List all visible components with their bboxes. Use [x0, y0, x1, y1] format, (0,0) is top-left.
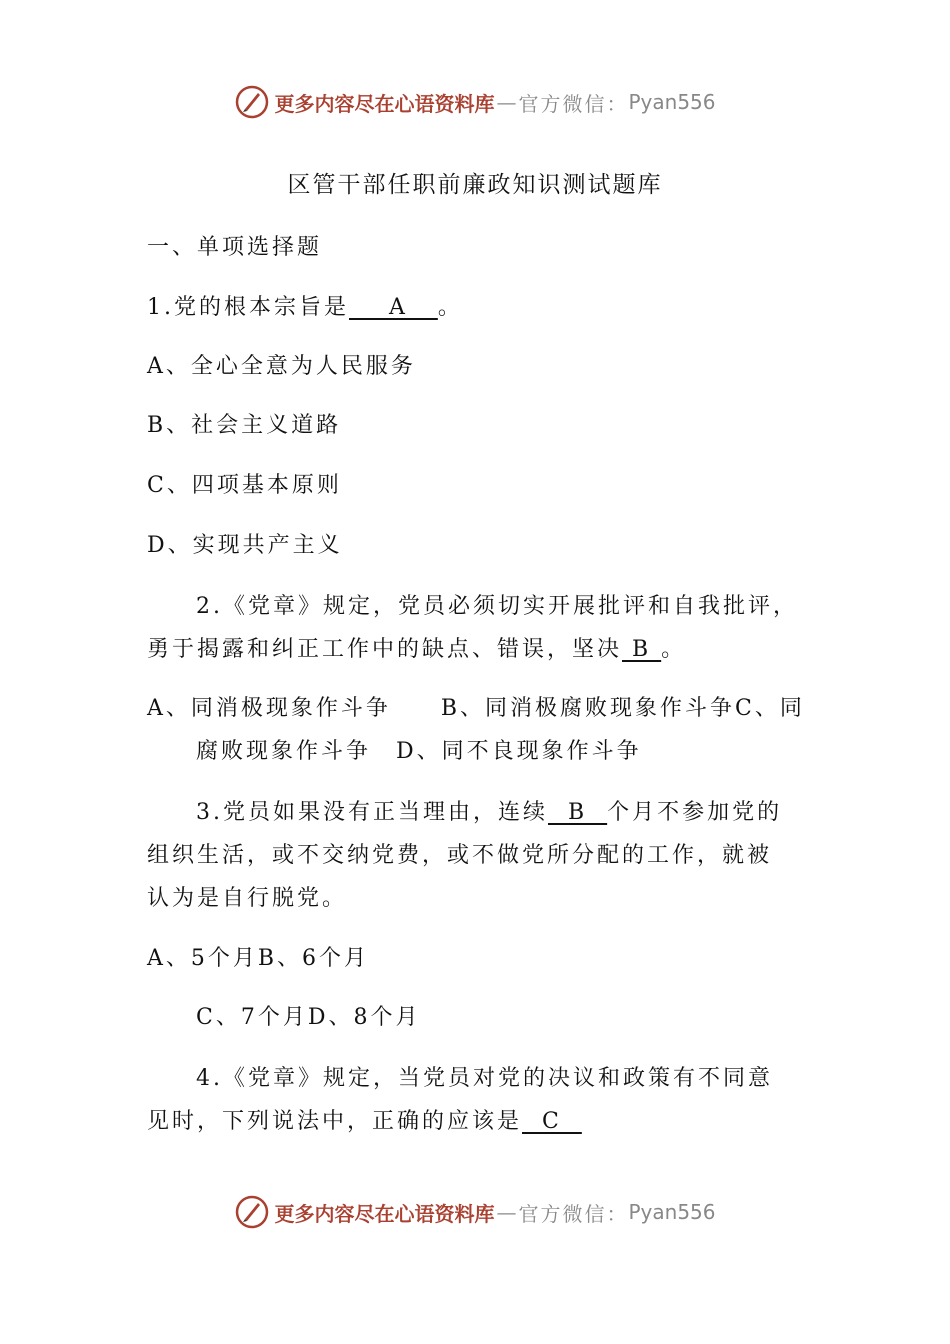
question-1-option-c: C、四项基本原则 [147, 473, 342, 498]
document-title: 区管干部任职前廉政知识测试题库 [287, 172, 663, 198]
question-2-line-1: 2.《党章》规定，党员必须切实开展批评和自我批评， [196, 594, 798, 619]
question-2-suffix: 。 [661, 637, 687, 662]
question-3-options-line-2: C、7个月D、8个月 [196, 1005, 421, 1030]
logo-icon [234, 84, 270, 120]
banner-wechat-id: Pyan556 [628, 1200, 716, 1224]
banner-sub-text: 官方微信： [518, 1201, 629, 1226]
question-4-line-1: 4.《党章》规定，当党员对党的决议和政策有不同意 [196, 1066, 773, 1091]
banner-main-text: 更多内容尽在心语资料库 [274, 1201, 495, 1226]
footer-banner [0, 1192, 950, 1232]
question-1-text: 1.党的根本宗旨是 [147, 295, 349, 320]
section-heading: 一、单项选择题 [147, 235, 323, 260]
banner-wechat-id: Pyan556 [628, 90, 716, 114]
question-3-options-line-1: A、5个月B、6个月 [147, 946, 370, 971]
question-3-line-1 [196, 795, 782, 826]
banner-dash: — [496, 90, 517, 114]
question-2-options-line-2: 腐败现象作斗争 D、同不良现象作斗争 [196, 739, 642, 764]
question-4-line-2 [147, 1104, 582, 1135]
question-3-answer: B [548, 800, 608, 825]
question-1-option-d: D、实现共产主义 [147, 533, 343, 558]
banner-sub-text: 官方微信： [518, 91, 629, 116]
question-2-options-line-1: A、同消极现象作斗争 B、同消极腐败现象作斗争C、同 [147, 696, 805, 721]
question-1-suffix: 。 [437, 295, 463, 320]
logo-icon [234, 1194, 270, 1230]
question-4-answer: C [522, 1109, 582, 1134]
question-3-line-3: 认为是自行脱党。 [147, 886, 348, 911]
question-3-line-2: 组织生活，或不交纳党费，或不做党所分配的工作，就被 [147, 843, 773, 868]
question-1-option-b: B、社会主义道路 [147, 413, 342, 438]
question-1-option-a: A、全心全意为人民服务 [147, 354, 416, 379]
question-3-text: 3.党员如果没有正当理由，连续 [196, 800, 548, 825]
question-4-text: 见时，下列说法中，正确的应该是 [147, 1109, 523, 1134]
banner-dash: — [496, 1200, 517, 1224]
header-banner [0, 82, 950, 122]
question-3-text-cont: 个月不参加党的 [607, 800, 783, 825]
question-1-answer: A [349, 295, 438, 320]
question-2-text: 勇于揭露和纠正工作中的缺点、错误，坚决 [147, 637, 623, 662]
question-2-answer: B [622, 637, 662, 662]
banner-main-text: 更多内容尽在心语资料库 [274, 91, 495, 116]
question-2-line-2 [147, 632, 686, 663]
question-1 [147, 290, 463, 321]
